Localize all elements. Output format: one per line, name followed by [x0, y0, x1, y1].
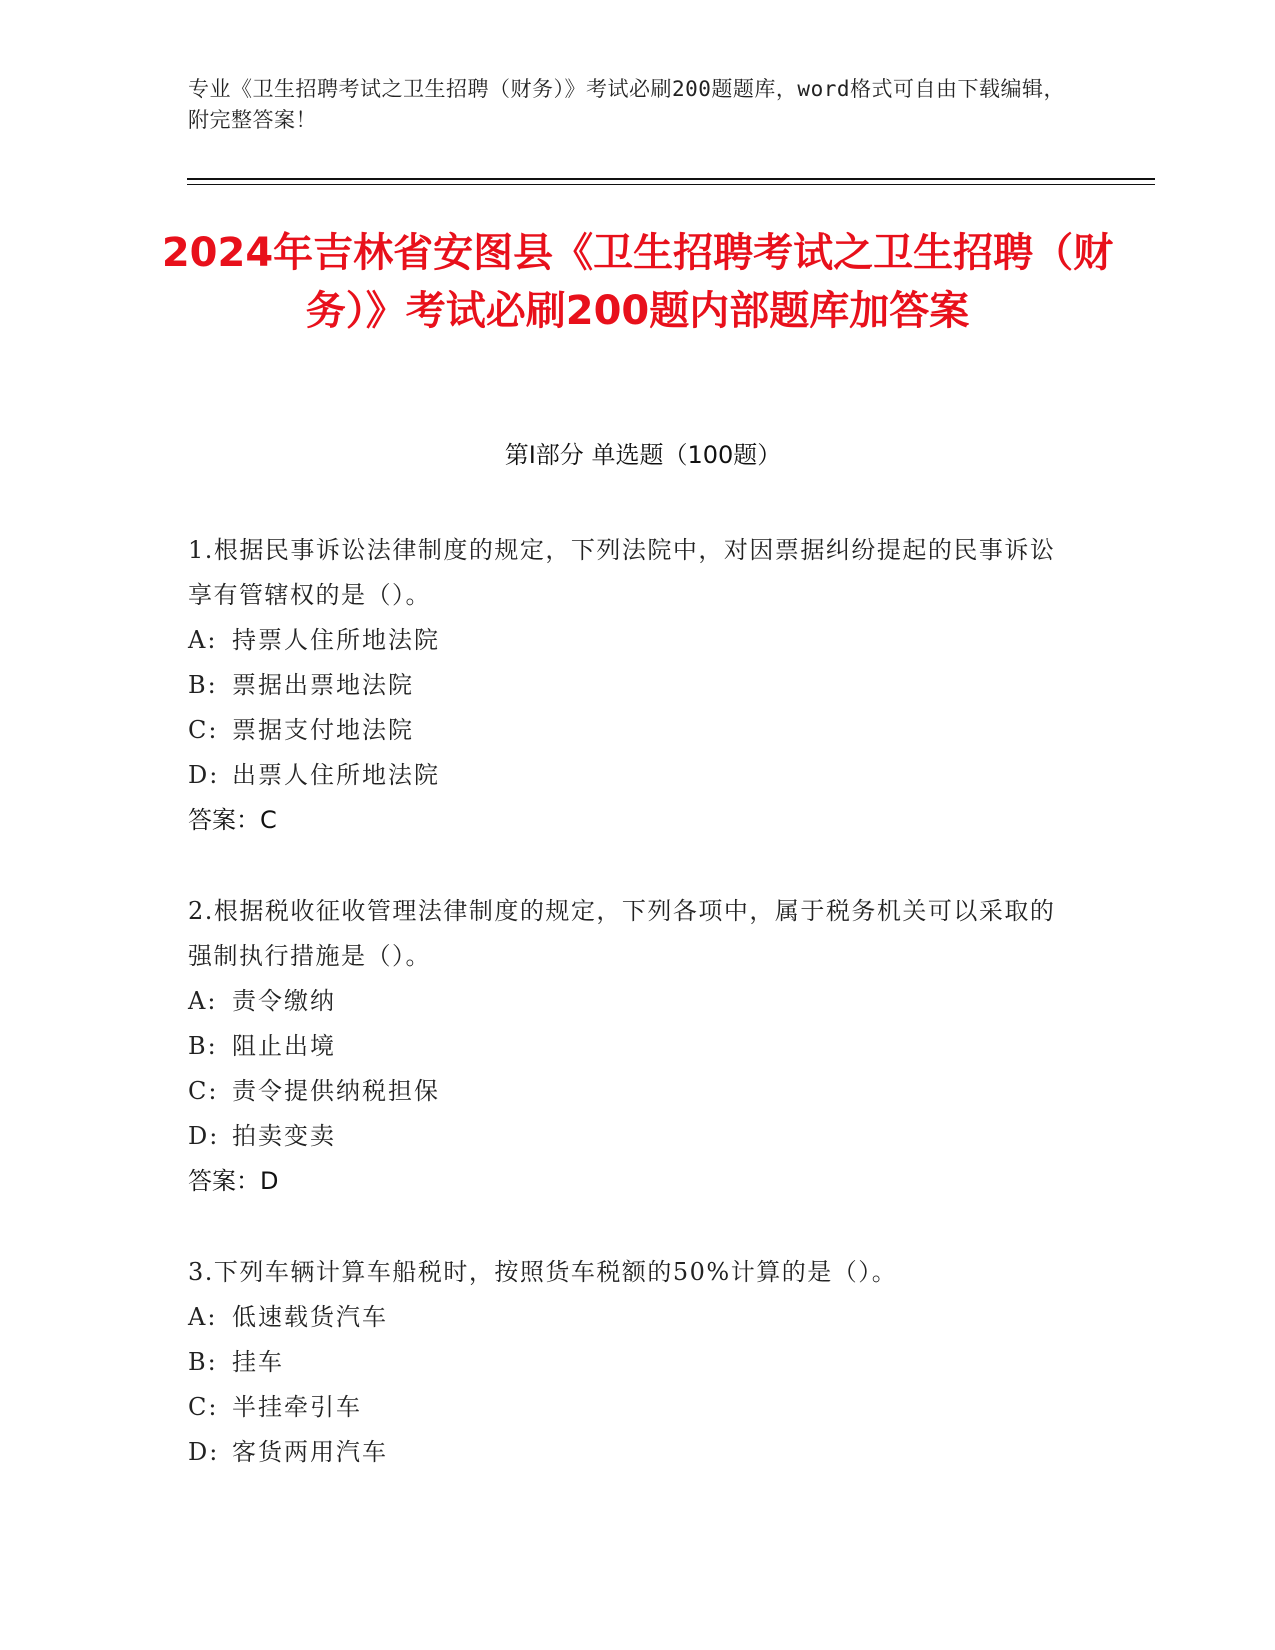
question-option: [188, 618, 1068, 663]
question-option: [188, 1114, 1068, 1159]
option-text: 责令提供纳税担保: [232, 1077, 440, 1105]
option-key: D:: [188, 1122, 220, 1150]
question-option: [188, 979, 1068, 1024]
question-stem: 3.下列车辆计算车船税时，按照货车税额的50%计算的是（）。: [188, 1258, 898, 1286]
option-text: 持票人住所地法院: [232, 626, 440, 654]
question-item: [188, 528, 1068, 843]
option-text: 出票人住所地法院: [232, 761, 440, 789]
answer-line: 答案：D: [188, 1167, 279, 1195]
header-divider-thick: [187, 178, 1155, 180]
question-option: [188, 1385, 1068, 1430]
question-option: [188, 1069, 1068, 1114]
question-option: [188, 1024, 1068, 1069]
option-key: C:: [188, 716, 219, 744]
option-text: 票据支付地法院: [232, 716, 414, 744]
question-stem: 1.根据民事诉讼法律制度的规定，下列法院中，对因票据纠纷提起的民事诉讼享有管辖权的是（）。: [188, 536, 1056, 609]
question-option: [188, 1340, 1068, 1385]
option-key: D:: [188, 1438, 220, 1466]
document-title: 2024年吉林省安图县《卫生招聘考试之卫生招聘（财务）》考试必刷200题内部题库加答案: [161, 230, 1114, 334]
question-option: [188, 708, 1068, 753]
option-text: 低速载货汽车: [232, 1303, 388, 1331]
question-item: [188, 889, 1068, 1204]
option-text: 责令缴纳: [232, 987, 336, 1015]
header-divider-thin: [187, 184, 1155, 185]
option-text: 阻止出境: [232, 1032, 336, 1060]
option-key: C:: [188, 1077, 219, 1105]
option-key: A:: [188, 987, 218, 1015]
option-key: C:: [188, 1393, 219, 1421]
option-text: 客货两用汽车: [232, 1438, 388, 1466]
question-stem: 2.根据税收征收管理法律制度的规定，下列各项中，属于税务机关可以采取的强制执行措施是（）。: [188, 897, 1056, 970]
question-option: [188, 753, 1068, 798]
option-key: B:: [188, 671, 218, 699]
header-note: 专业《卫生招聘考试之卫生招聘（财务）》考试必刷200题题库，word格式可自由下载编辑，附完整答案！: [188, 77, 1065, 132]
question-option: [188, 1295, 1068, 1340]
answer-line: 答案：C: [188, 806, 277, 834]
option-text: 挂车: [232, 1348, 284, 1376]
question-item: [188, 1250, 1068, 1475]
option-key: B:: [188, 1348, 218, 1376]
option-key: D:: [188, 761, 220, 789]
question-option: [188, 663, 1068, 708]
option-text: 拍卖变卖: [232, 1122, 336, 1150]
option-text: 票据出票地法院: [232, 671, 414, 699]
question-list: [188, 528, 1068, 1521]
option-key: A:: [188, 1303, 218, 1331]
option-text: 半挂牵引车: [232, 1393, 362, 1421]
option-key: B:: [188, 1032, 218, 1060]
section-heading: 第Ⅰ部分 单选题（100题）: [504, 441, 782, 469]
option-key: A:: [188, 626, 218, 654]
question-option: [188, 1430, 1068, 1475]
